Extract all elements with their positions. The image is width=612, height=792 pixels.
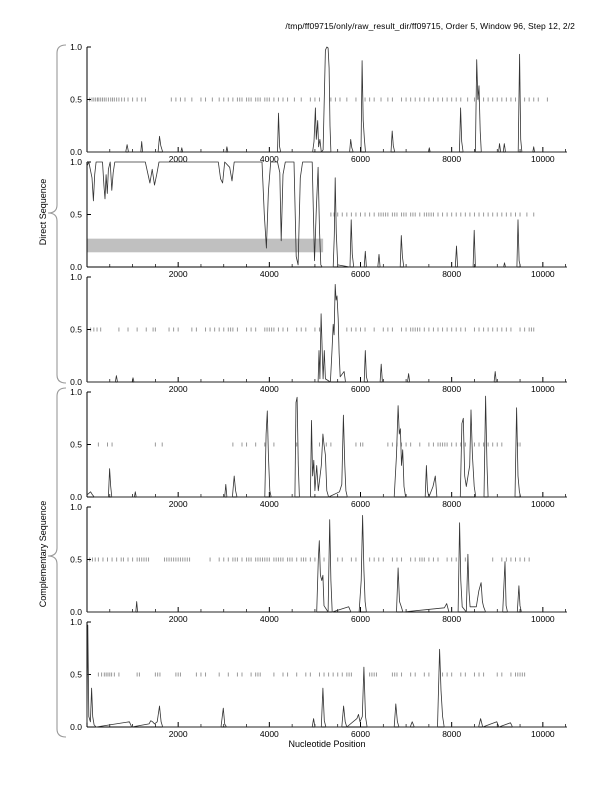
x-tick-label: 2000	[168, 499, 188, 509]
x-tick-label: 4000	[259, 269, 279, 279]
x-tick-label: 10000	[531, 154, 555, 164]
x-tick-label: 2000	[168, 384, 188, 394]
y-tick-label: 0.5	[70, 439, 82, 450]
x-tick-label: 4000	[259, 729, 279, 739]
x-tick-label: 10000	[531, 614, 555, 624]
x-tick-label: 6000	[351, 269, 370, 279]
x-tick-label: 6000	[351, 499, 370, 509]
y-tick-label: 1.0	[70, 617, 82, 627]
y-tick-label: 1.0	[70, 42, 82, 52]
y-tick-label: 0.0	[70, 722, 82, 732]
x-tick-label: 8000	[442, 154, 462, 164]
x-tick-label: 10000	[531, 384, 555, 394]
y-tick-label: 1.0	[70, 387, 82, 397]
complementary-sequence-label: Complementary Sequence	[38, 500, 48, 608]
x-tick-label: 4000	[259, 154, 279, 164]
x-tick-label: 8000	[442, 729, 462, 739]
x-tick-label: 10000	[531, 269, 555, 279]
x-tick-label: 6000	[351, 614, 370, 624]
direct-sequence-label: Direct Sequence	[38, 178, 48, 246]
x-tick-label: 6000	[351, 154, 370, 164]
x-tick-label: 2000	[168, 614, 188, 624]
y-tick-label: 1.0	[70, 502, 82, 512]
x-tick-label: 2000	[168, 729, 188, 739]
y-tick-label: 0.0	[70, 607, 82, 617]
y-tick-label: 1.0	[70, 157, 82, 167]
x-tick-label: 4000	[259, 614, 279, 624]
y-tick-label: 0.5	[70, 669, 82, 680]
x-tick-label: 8000	[442, 269, 462, 279]
y-tick-label: 0.5	[70, 209, 82, 220]
y-tick-label: 0.5	[70, 324, 82, 335]
x-tick-label: 2000	[168, 269, 188, 279]
plot-title: /tmp/ff09715/only/raw_result_dir/ff09715, Order 5, Window 96, Step 12, 2/2	[285, 21, 575, 31]
x-tick-label: 8000	[442, 614, 462, 624]
x-tick-label: 8000	[442, 499, 462, 509]
y-tick-label: 0.5	[70, 554, 82, 565]
y-tick-label: 0.0	[70, 262, 82, 272]
x-tick-label: 8000	[442, 384, 462, 394]
y-tick-label: 0.0	[70, 377, 82, 387]
x-axis-label: Nucleotide Position	[288, 739, 366, 749]
x-tick-label: 6000	[351, 729, 370, 739]
direct-sequence-brace	[48, 45, 66, 383]
x-tick-label: 4000	[259, 499, 279, 509]
x-tick-label: 2000	[168, 154, 188, 164]
x-tick-label: 4000	[259, 384, 279, 394]
complementary-sequence-brace	[48, 388, 66, 737]
y-tick-label: 0.0	[70, 492, 82, 502]
y-tick-label: 0.5	[70, 94, 82, 105]
x-tick-label: 10000	[531, 499, 555, 509]
x-tick-label: 10000	[531, 729, 555, 739]
x-tick-label: 6000	[351, 384, 370, 394]
y-tick-label: 1.0	[70, 272, 82, 282]
y-tick-label: 0.0	[70, 147, 82, 157]
